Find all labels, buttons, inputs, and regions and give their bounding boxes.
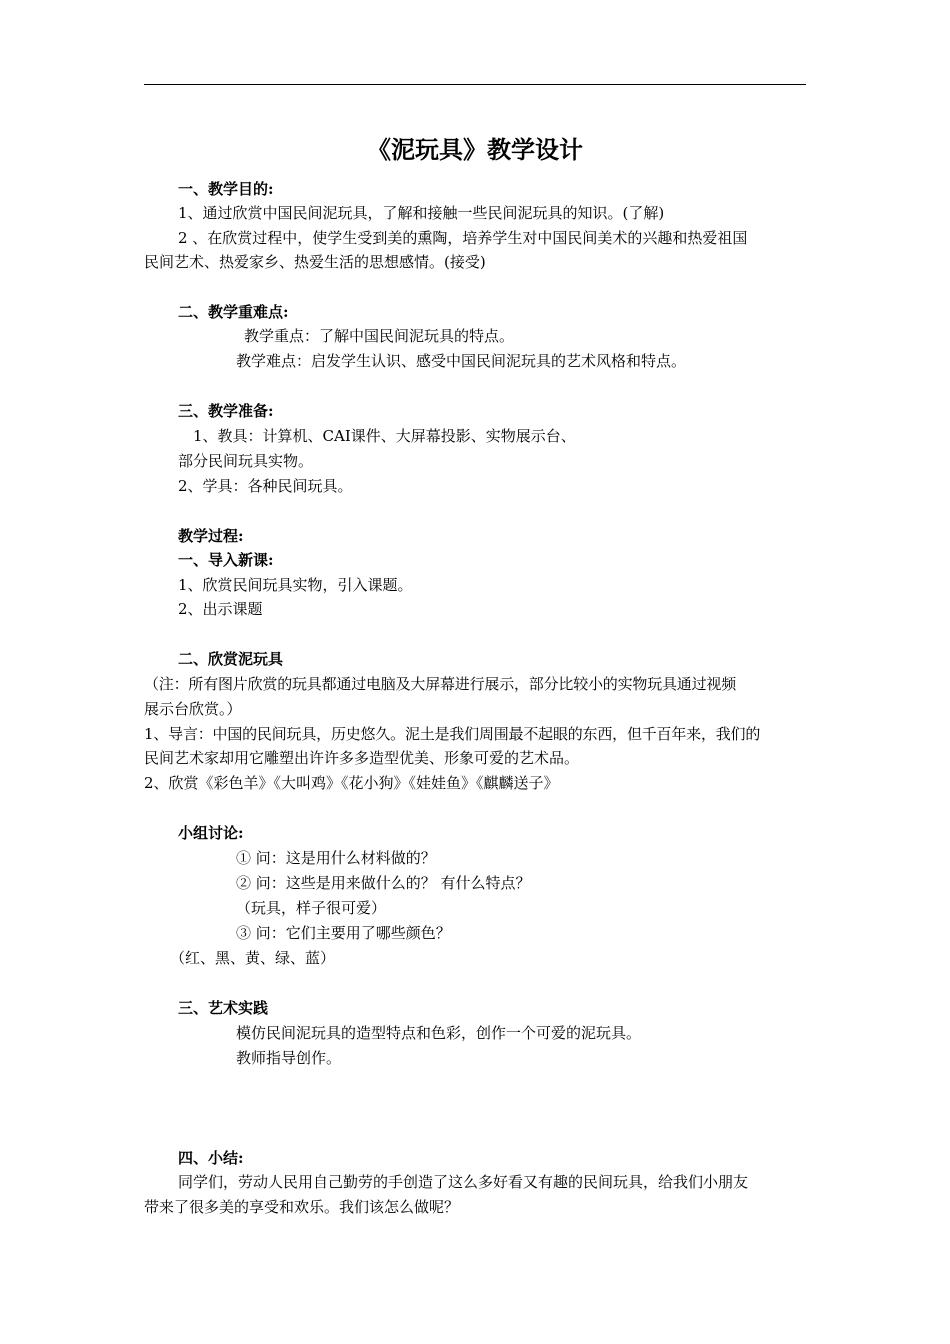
section-heading: 一、教学目的:	[178, 180, 274, 198]
list-item: （玩具，样子很可爱）	[236, 899, 387, 917]
paragraph: 2、出示课题	[178, 600, 263, 618]
paragraph: 教师指导创作。	[236, 1049, 342, 1067]
section-heading: 一、导入新课:	[178, 551, 274, 569]
document-title: 《泥玩具》教学设计	[367, 135, 583, 164]
section-heading: 二、教学重难点:	[178, 303, 289, 321]
section-heading: 教学过程:	[178, 527, 244, 545]
header-rule	[144, 84, 806, 85]
paragraph: 教学重点：了解中国民间泥玩具的特点。	[244, 327, 515, 345]
list-item: ① 问：这是用什么材料做的？	[236, 849, 436, 867]
paragraph: 2、学具：各种民间玩具。	[178, 477, 353, 495]
paragraph: 展示台欣赏。）	[144, 700, 242, 718]
list-item: （红、黑、黄、绿、蓝）	[170, 949, 336, 967]
paragraph: 1、欣赏民间玩具实物，引入课题。	[178, 576, 413, 594]
paragraph: 部分民间玩具实物。	[178, 452, 314, 470]
paragraph: 1、教具：计算机、CAI课件、大屏幕投影、实物展示台、	[193, 427, 576, 445]
paragraph: 1、导言：中国的民间玩具，历史悠久。泥土是我们周围最不起眼的东西，但千百年来，我们的	[144, 725, 761, 743]
paragraph: （注：所有图片欣赏的玩具都通过电脑及大屏幕进行展示，部分比较小的实物玩具通过视频	[144, 675, 737, 693]
section-heading: 四、小结:	[178, 1149, 244, 1167]
paragraph: 2 、在欣赏过程中，使学生受到美的熏陶，培养学生对中国民间美术的兴趣和热爱祖国	[178, 229, 748, 247]
list-item: ② 问：这些是用来做什么的？ 有什么特点？	[236, 874, 531, 892]
section-heading: 三、艺术实践	[178, 999, 269, 1017]
paragraph: 民间艺术家却用它雕塑出许许多多造型优美、形象可爱的艺术品。	[144, 749, 580, 767]
section-heading: 二、欣赏泥玩具	[178, 650, 284, 668]
list-item: ③ 问：它们主要用了哪些颜色？	[236, 924, 451, 942]
paragraph: 模仿民间泥玩具的造型特点和色彩，创作一个可爱的泥玩具。	[236, 1024, 642, 1042]
paragraph: 2、欣赏《彩色羊》《大叫鸡》《花小狗》《娃娃鱼》《麒麟送子》	[144, 774, 559, 792]
paragraph: 同学们，劳动人民用自己勤劳的手创造了这么多好看又有趣的民间玩具，给我们小朋友	[178, 1173, 749, 1191]
paragraph: 民间艺术、热爱家乡、热爱生活的思想感情。(接受)	[144, 253, 486, 271]
paragraph: 教学难点：启发学生认识、感受中国民间泥玩具的艺术风格和特点。	[236, 352, 687, 370]
paragraph: 带来了很多美的享受和欢乐。我们该怎么做呢？	[144, 1198, 460, 1216]
section-heading: 小组讨论:	[178, 824, 244, 842]
section-heading: 三、教学准备:	[178, 402, 274, 420]
paragraph: 1、通过欣赏中国民间泥玩具，了解和接触一些民间泥玩具的知识。(了解)	[178, 204, 665, 222]
